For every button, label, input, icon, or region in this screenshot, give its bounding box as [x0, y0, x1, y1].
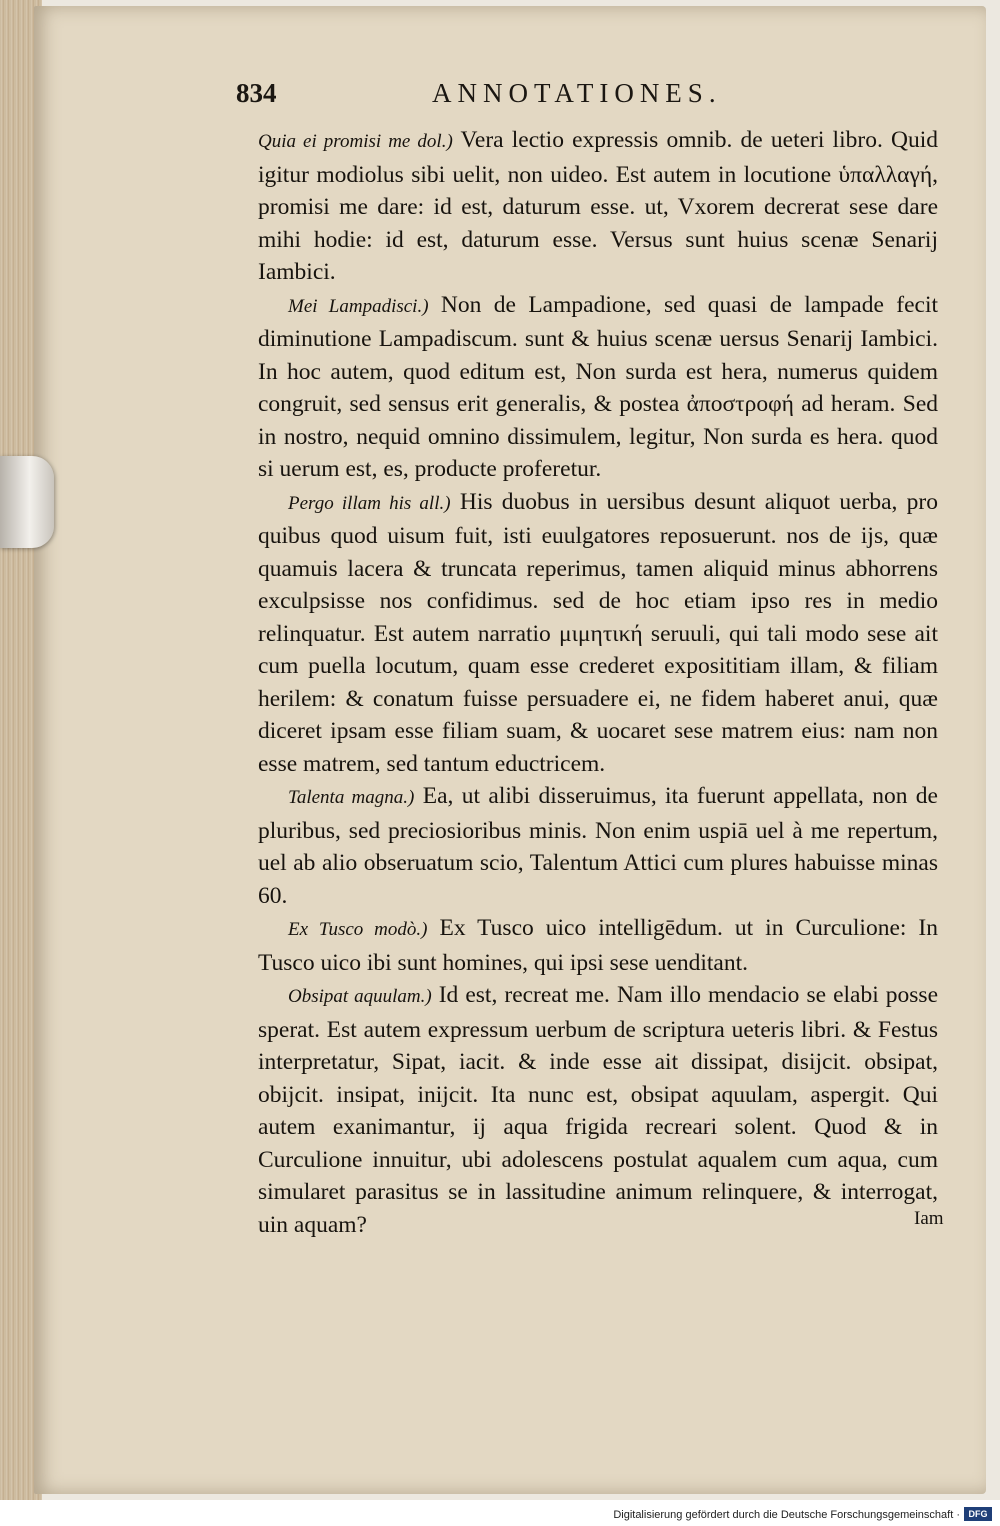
lemma: Talenta magna.) [288, 787, 415, 808]
funding-credit: Digitalisierung gefördert durch die Deutsche Forschungsgemeinschaft · [613, 1509, 960, 1521]
page-clip [0, 456, 54, 548]
annotation-paragraph [258, 486, 938, 781]
catchword: Iam [914, 1208, 944, 1229]
lemma: Obsipat aquulam.) [288, 986, 432, 1007]
annotation-paragraph [258, 124, 938, 289]
annotation-paragraph [258, 979, 938, 1241]
annotation-paragraph [258, 289, 938, 486]
lemma: Mei Lampadisci.) [288, 295, 429, 317]
lemma: Ex Tusco modò.) [288, 919, 428, 940]
annotation-text: Vera lectio expressis omnib. de ueteri libro. Quid igitur modiolus sibi uelit, non uideo. Est autem in locutione ὑπαλλαγή, promisi me dare: id est, daturum esse. ut, Vxorem decrerat sese dare mihi hodie: id est, daturum esse. Versus sunt huius scenæ Senarij Iambici. [258, 127, 938, 285]
body-text [258, 124, 938, 1241]
page-header [236, 78, 956, 118]
lemma: Quia ei promisi me dol.) [258, 131, 453, 152]
annotation-text: Ea, ut alibi disseruimus, ita fuerunt appellata, non de pluribus, sed preciosioribus minis. Non enim uspiā uel à me repertum, uel ab alio obseruatum scio, Talentum Attici cum plures habuisse minas 60. [258, 783, 938, 909]
lemma: Pergo illam his all.) [288, 492, 451, 514]
annotation-text: Ex Tusco uico intelligēdum. ut in Curculione: In Tusco uico ibi sunt homines, qui ipsi sese uenditant. [258, 915, 938, 976]
annotation-text: Non de Lampadione, sed quasi de lampade fecit diminutione Lampadiscum. sunt & huius scenæ uersus Senarij Iambici. In hoc autem, quod editum est, Non surda est hera, numerus quidem congruit, sed sensus erit generalis, & postea ἀποστροφή ad heram. Sed in nostro, nequid omnino dissimulem, legitur, Non surda es hera. quod si uerum est, es, producte proferetur. [258, 291, 938, 482]
annotation-text: His duobus in uersibus desunt aliquot uerba, pro quibus quod uisum fuit, isti euulgatores reposuerunt. nos de ijs, quæ quamuis lacera & truncata reperimus, tamen aliquid minus abhorrens exculpsisse nos confidimus. sed de hoc etiam ipso res in medio relinquatur. Est autem narratio μιμητική seruuli, qui tali modo sese ait cum puella locutum, quam esse crederet exposititiam illam, & filiam herilem: & conatum fuisse persuadere ei, ne fidem haberet anui, quæ diceret ipsam esse filiam suam, & uocaret sese matrem eius: nam non esse matrem, sed tantum eductricem. [258, 488, 939, 777]
running-head: ANNOTATIONES. [432, 78, 722, 108]
annotation-text: Id est, recreat me. Nam illo mendacio se elabi posse sperat. Est autem expressum uerbum de scriptura ueteris libri. & Festus interpretatur, Sipat, iacit. & inde esse ait dissipat, disijcit. obsipat, obijcit. insipat, inijcit. Ita nunc est, obsipat aquulam, aspergit. Qui autem exanimantur, ij aqua frigida recreari solent. Quod & in Curculione innuitur, ubi adolescens postulat aqualem cum aqua, cum simularet parasitus se in lassitudine animum relinquere, & interrogat, uin aquam? [258, 982, 939, 1238]
dfg-logo-icon: DFG [964, 1507, 992, 1521]
page-number: 834 [236, 78, 277, 108]
annotation-paragraph [258, 912, 938, 979]
annotation-paragraph [258, 780, 938, 912]
